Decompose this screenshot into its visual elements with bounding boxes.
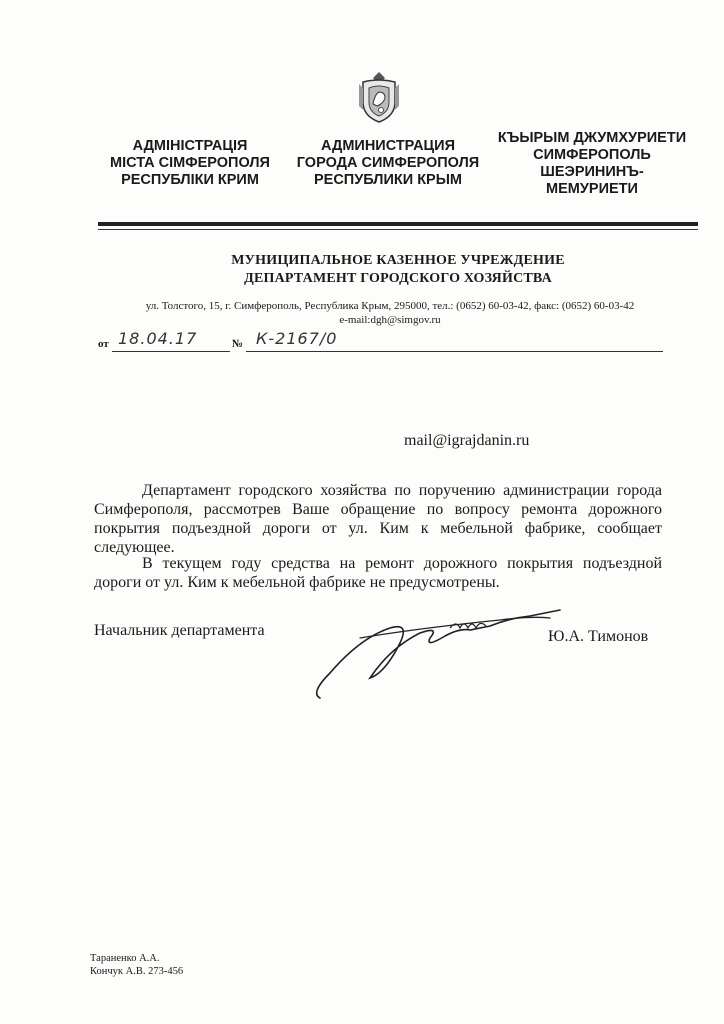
body-paragraph-1: Департамент городского хозяйства по поручению администрации города Симферополя, рассмотрев Ваше обращение по вопросу ремонта дорожного покрытия подъездной дороги от ул. Ким к мебельной фабрике, сообщает следующее. (94, 482, 662, 556)
number-label: № (232, 338, 244, 350)
organization-line2: ДЕПАРТАМЕНТ ГОРОДСКОГО ХОЗЯЙСТВА (244, 271, 552, 286)
header-crimean-tatar: КЪЫРЫМ ДЖУМХУРИЕТИ СИМФЕРОПОЛЬ ШЕЭРИНИНЪ- МЕМУРИЕТИ (497, 130, 687, 197)
header-divider-thin (98, 229, 698, 230)
date-underline (112, 351, 230, 352)
header-russian: АДМИНИСТРАЦИЯ ГОРОДА СИМФЕРОПОЛЯ РЕСПУБЛИКИ КРЫМ (296, 138, 480, 188)
signatory-title: Начальник департамента (94, 622, 265, 639)
body-paragraph-2: В текущем году средства на ремонт дорожного покрытия подъездной дороги от ул. Ким к мебельной фабрике не предусмотрены. (94, 555, 662, 591)
reference-date: 18.04.17 (118, 329, 198, 348)
organization-address: ул. Толстого, 15, г. Симферополь, Республика Крым, 295000, тел.: (0652) 60-03-42, факс: (0652) 60-03-42 (145, 300, 635, 312)
organization-title (98, 252, 698, 288)
executors-note: Тараненко А.А. Кончук А.В. 273-456 (90, 953, 184, 977)
coat-of-arms-emblem (355, 70, 403, 124)
reference-line (98, 329, 663, 355)
header-divider-thick (98, 222, 698, 226)
signatory-name: Ю.А. Тимонов (548, 628, 649, 645)
recipient-email: mail@igrajdanin.ru (404, 432, 530, 449)
reference-number: К-2167/0 (256, 329, 338, 348)
number-underline (246, 351, 663, 352)
handwritten-signature (300, 598, 570, 708)
organization-email: e-mail:dgh@simgov.ru (339, 314, 441, 326)
from-label: от (98, 338, 109, 350)
organization-line1: МУНИЦИПАЛЬНОЕ КАЗЕННОЕ УЧРЕЖДЕНИЕ (231, 253, 565, 268)
header-ukrainian: АДМІНІСТРАЦІЯ МІСТА СІМФЕРОПОЛЯ РЕСПУБЛІКИ КРИМ (110, 138, 270, 188)
